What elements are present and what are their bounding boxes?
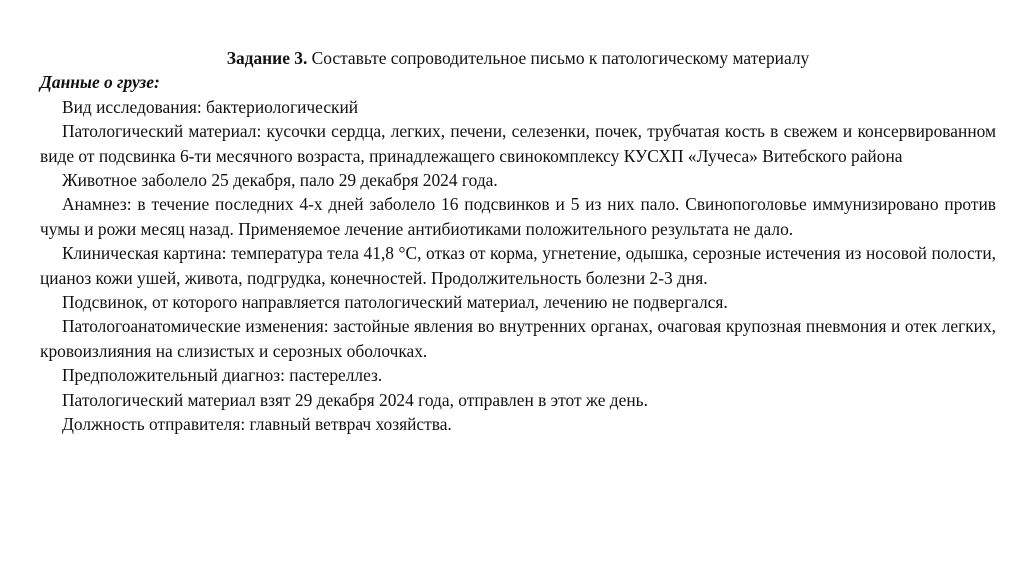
- paragraph-material: Патологический материал: кусочки сердца, легких, печени, селезенки, почек, трубчатая кость в свежем и консервированном виде от подсвинка 6-ти месячного возраста, принадлежащего свинокомплексу КУСХП «Лучеса» Витебского района: [40, 121, 996, 166]
- task-title: [40, 46, 996, 70]
- paragraph-material-taken: Патологический материал взят 29 декабря 2024 года, отправлен в этот же день.: [62, 389, 648, 410]
- cargo-heading: Данные о грузе:: [40, 72, 160, 93]
- paragraph-study-type: Вид исследования: бактериологический: [62, 96, 359, 117]
- paragraph-pathology-changes: Патологоанатомические изменения: застойные явления во внутренних органах, очаговая крупозная пневмония и отек легких, кровоизлияния на слизистых и серозных оболочках.: [40, 316, 996, 361]
- paragraph-illness-dates: Животное заболело 25 декабря, пало 29 декабря 2024 года.: [62, 170, 498, 191]
- task-label: Задание 3.: [226, 48, 308, 68]
- task-text: Составьте сопроводительное письмо к патологическому материалу: [307, 48, 810, 68]
- paragraph-clinical-picture: Клиническая картина: температура тела 41,8 °С, отказ от корма, угнетение, одышка, серозные истечения из носовой полости, цианоз кожи ушей, живота, подгрудка, конечностей. Продолжительность болезни 2-3 дня.: [40, 243, 996, 288]
- paragraph-diagnosis: Предположительный диагноз: пастереллез.: [62, 365, 383, 386]
- paragraph-anamnesis: Анамнез: в течение последних 4-х дней заболело 16 подсвинков и 5 из них пало. Свинопоголовье иммунизировано против чумы и рожи месяц назад. Применяемое лечение антибиотиками положительного результата не дало.: [40, 194, 996, 239]
- paragraph-sender-position: Должность отправителя: главный ветврач хозяйства.: [62, 414, 452, 435]
- document-body: [40, 46, 996, 437]
- paragraph-treatment: Подсвинок, от которого направляется патологический материал, лечению не подвергался.: [62, 292, 728, 313]
